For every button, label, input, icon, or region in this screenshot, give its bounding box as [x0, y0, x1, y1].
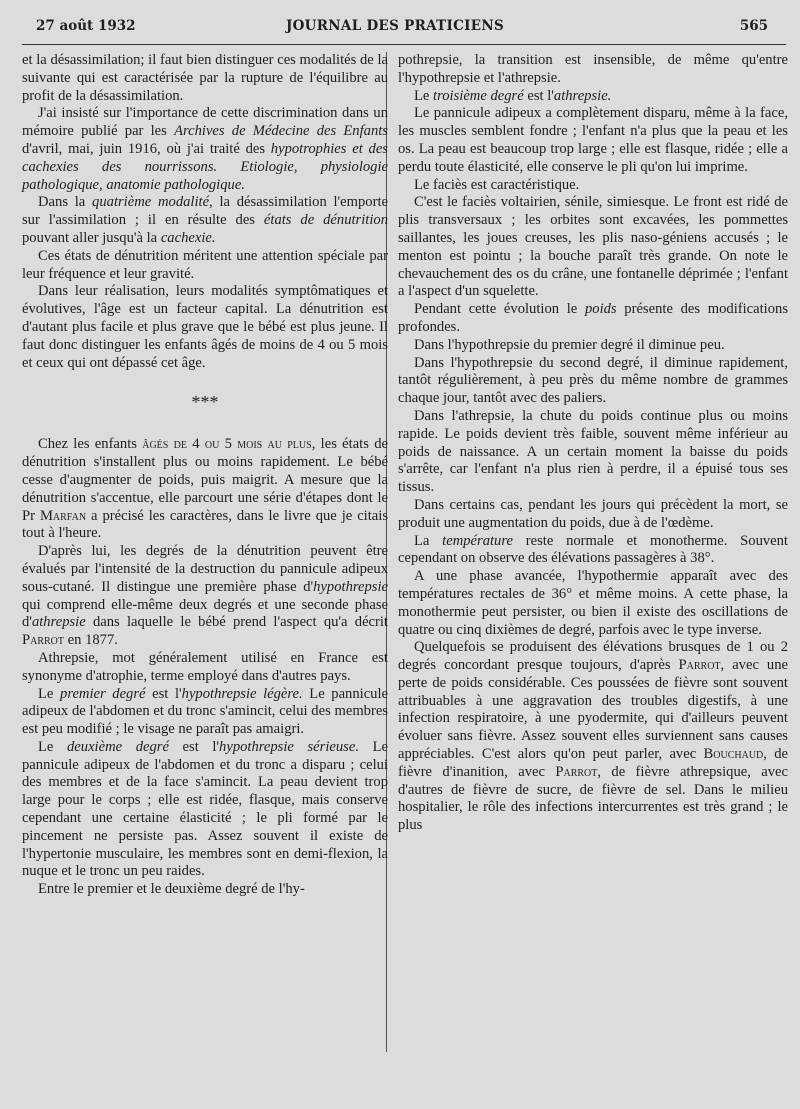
paragraph: Dans l'hypothrepsie du premier degré il diminue peu.	[414, 336, 725, 353]
section-separator: ***	[191, 392, 219, 413]
paragraph: A une phase avancée, l'hypothermie apparaît avec des températures rectales de 36° et même moins. A cette phase, la monothermie peut persister, ou bien il existe des oscillations de quatre ou cinq dixièmes de degré, parfois avec le type inverse.	[398, 568, 788, 638]
right-column	[398, 52, 788, 835]
journal-title: JOURNAL DES PRATICIENS	[285, 18, 505, 34]
header-rule	[22, 44, 786, 45]
paragraph: La température reste normale et monotherme. Souvent cependant on observe des élévations passagères à 38°.	[398, 532, 788, 567]
paragraph: Dans la quatrième modalité, la désassimilation l'emporte sur l'assimilation ; il en résulte des états de dénutrition pouvant aller jusqu'à la cachexie.	[22, 194, 388, 246]
paragraph: Le faciès est caractéristique.	[414, 176, 580, 193]
paragraph: Le deuxième degré est l'hypothrepsie sérieuse. Le pannicule adipeux de l'abdomen et du tronc a disparu ; celui des membres et de la face s'amincit. La peau devient trop large pour le corps ; elle est ridée, flasque, mais conserve cependant une certaine élasticité ; le pli formé par le pincement ne persiste pas. Assez souvent il existe de l'hypertonie musculaire, les membres sont en demi-flexion, la nuque et le tronc un peu raides.	[22, 738, 388, 880]
paragraph: Chez les enfants âgés de 4 ou 5 mois au plus, les états de dénutrition s'installent plus ou moins rapidement. Le bébé cesse d'augmenter de poids, puis maigrit. A mesure que la dénutrition s'accentue, elle parcourt une série d'étapes dont le Pr Marfan a précisé les caractères, dans le livre que je citais tout à l'heure.	[22, 436, 389, 542]
page-number: 565	[739, 18, 768, 34]
paragraph: Dans leur réalisation, leurs modalités symptômatiques et évolutives, l'âge est un facteur capital. La dénutrition est d'autant plus facile et plus grave que le bébé est plus jeune. Il faut donc distinguer les enfants âgés de moins de 4 ou 5 mois et ceux qui ont dépassé cet âge.	[22, 283, 388, 371]
page-header	[22, 16, 768, 38]
left-column	[22, 52, 388, 899]
paragraph: Le troisième degré est l'athrepsie.	[414, 87, 612, 104]
paragraph: Entre le premier et le deuxième degré de l'hy-	[38, 881, 305, 898]
header-date: 27 août 1932	[36, 18, 136, 34]
paragraph: D'après lui, les degrés de la dénutrition peuvent être évalués par l'intensité de la destruction du pannicule adipeux sous-cutané. Il distingue une première phase d'hypothrepsie qui comprend elle-même deux degrés et une seconde phase d'athrepsie dans laquelle le bébé prend l'aspect qu'a décrit Parrot en 1877.	[22, 543, 388, 649]
paragraph: Athrepsie, mot généralement utilisé en France est synonyme d'atrophie, terme employé dans d'autres pays.	[22, 649, 388, 684]
paragraph: Le pannicule adipeux a complètement disparu, même à la face, les muscles semblent fondre ; l'enfant n'a plus que la peau et les os. La peau est beaucoup trop large ; elle est flasque, ridée ; elle a perdu toute élasticité, elle conserve le pli qu'on lui imprime.	[398, 105, 788, 175]
paragraph: Quelquefois se produisent des élévations brusques de 1 ou 2 degrés concordant presque toujours, d'après Parrot, avec une perte de poids considérable. Ces poussées de fièvre sont souvent attribuables à une aggravation des troubles digestifs, à une infection respiratoire, à une pyodermite, qui d'ailleurs peuvent évoluer sans fièvre. Assez souvent elles surviennent sans causes appréciables. C'est alors qu'on peut parler, avec Bouchaud, de fièvre d'inanition, avec Parrot, de fièvre athrepsique, avec d'autres de fièvre de sucre, de fièvre de sel. Dans le milieu hospitalier, le rôle des infections intercurrentes est très grand ; le plus	[398, 639, 789, 834]
paragraph: C'est le faciès voltairien, sénile, simiesque. Le front est ridé de plis transversaux ; les orbites sont excavées, les pommettes saillantes, les joues creuses, les plis naso-géniens accusés ; le menton est pointu ; la bouche paraît très grande. On note le chevauchement des os du crâne, une fontanelle déprimée ; l'enfant a l'aspect d'un squelette.	[398, 194, 788, 300]
paragraph: J'ai insisté sur l'importance de cette discrimination dans un mémoire publié par les Archives de Médecine des Enfants d'avril, mai, juin 1916, où j'ai traité des hypotrophies et des cachexies des nourrissons. Etiologie, physiologie pathologique, anatomie pathologique.	[22, 105, 388, 193]
paragraph: pothrepsie, la transition est insensible, de même qu'entre l'hypothrepsie et l'athrepsie.	[398, 52, 788, 86]
paragraph: Ces états de dénutrition méritent une attention spéciale par leur fréquence et leur gravité.	[22, 247, 388, 282]
paragraph: et la désassimilation; il faut bien distinguer ces modalités de la suivante qui est caractérisée par la rupture de l'équilibre au profit de la désassimilation.	[22, 52, 388, 104]
paragraph: Dans certains cas, pendant les jours qui précèdent la mort, se produit une augmentation du poids, due à de l'œdème.	[398, 496, 788, 531]
paragraph: Dans l'hypothrepsie du second degré, il diminue rapidement, tantôt régulièrement, à peu près du même nombre de grammes chaque jour, tantôt avec des paliers.	[398, 354, 788, 407]
paragraph: Le premier degré est l'hypothrepsie légère. Le pannicule adipeux de l'abdomen et du tronc s'amincit, celui des membres est peu modifié ; le visage ne paraît pas amaigri.	[22, 685, 389, 738]
paragraph: Pendant cette évolution le poids présente des modifications profondes.	[398, 301, 788, 335]
paragraph: Dans l'athrepsie, la chute du poids continue plus ou moins rapide. Le poids devient très faible, souvent même inférieur au poids de naissance. A un certain moment la baisse du poids s'arrête, car l'enfant n'a plus rien à perdre, il a épuisé tous ses tissus.	[398, 407, 788, 496]
